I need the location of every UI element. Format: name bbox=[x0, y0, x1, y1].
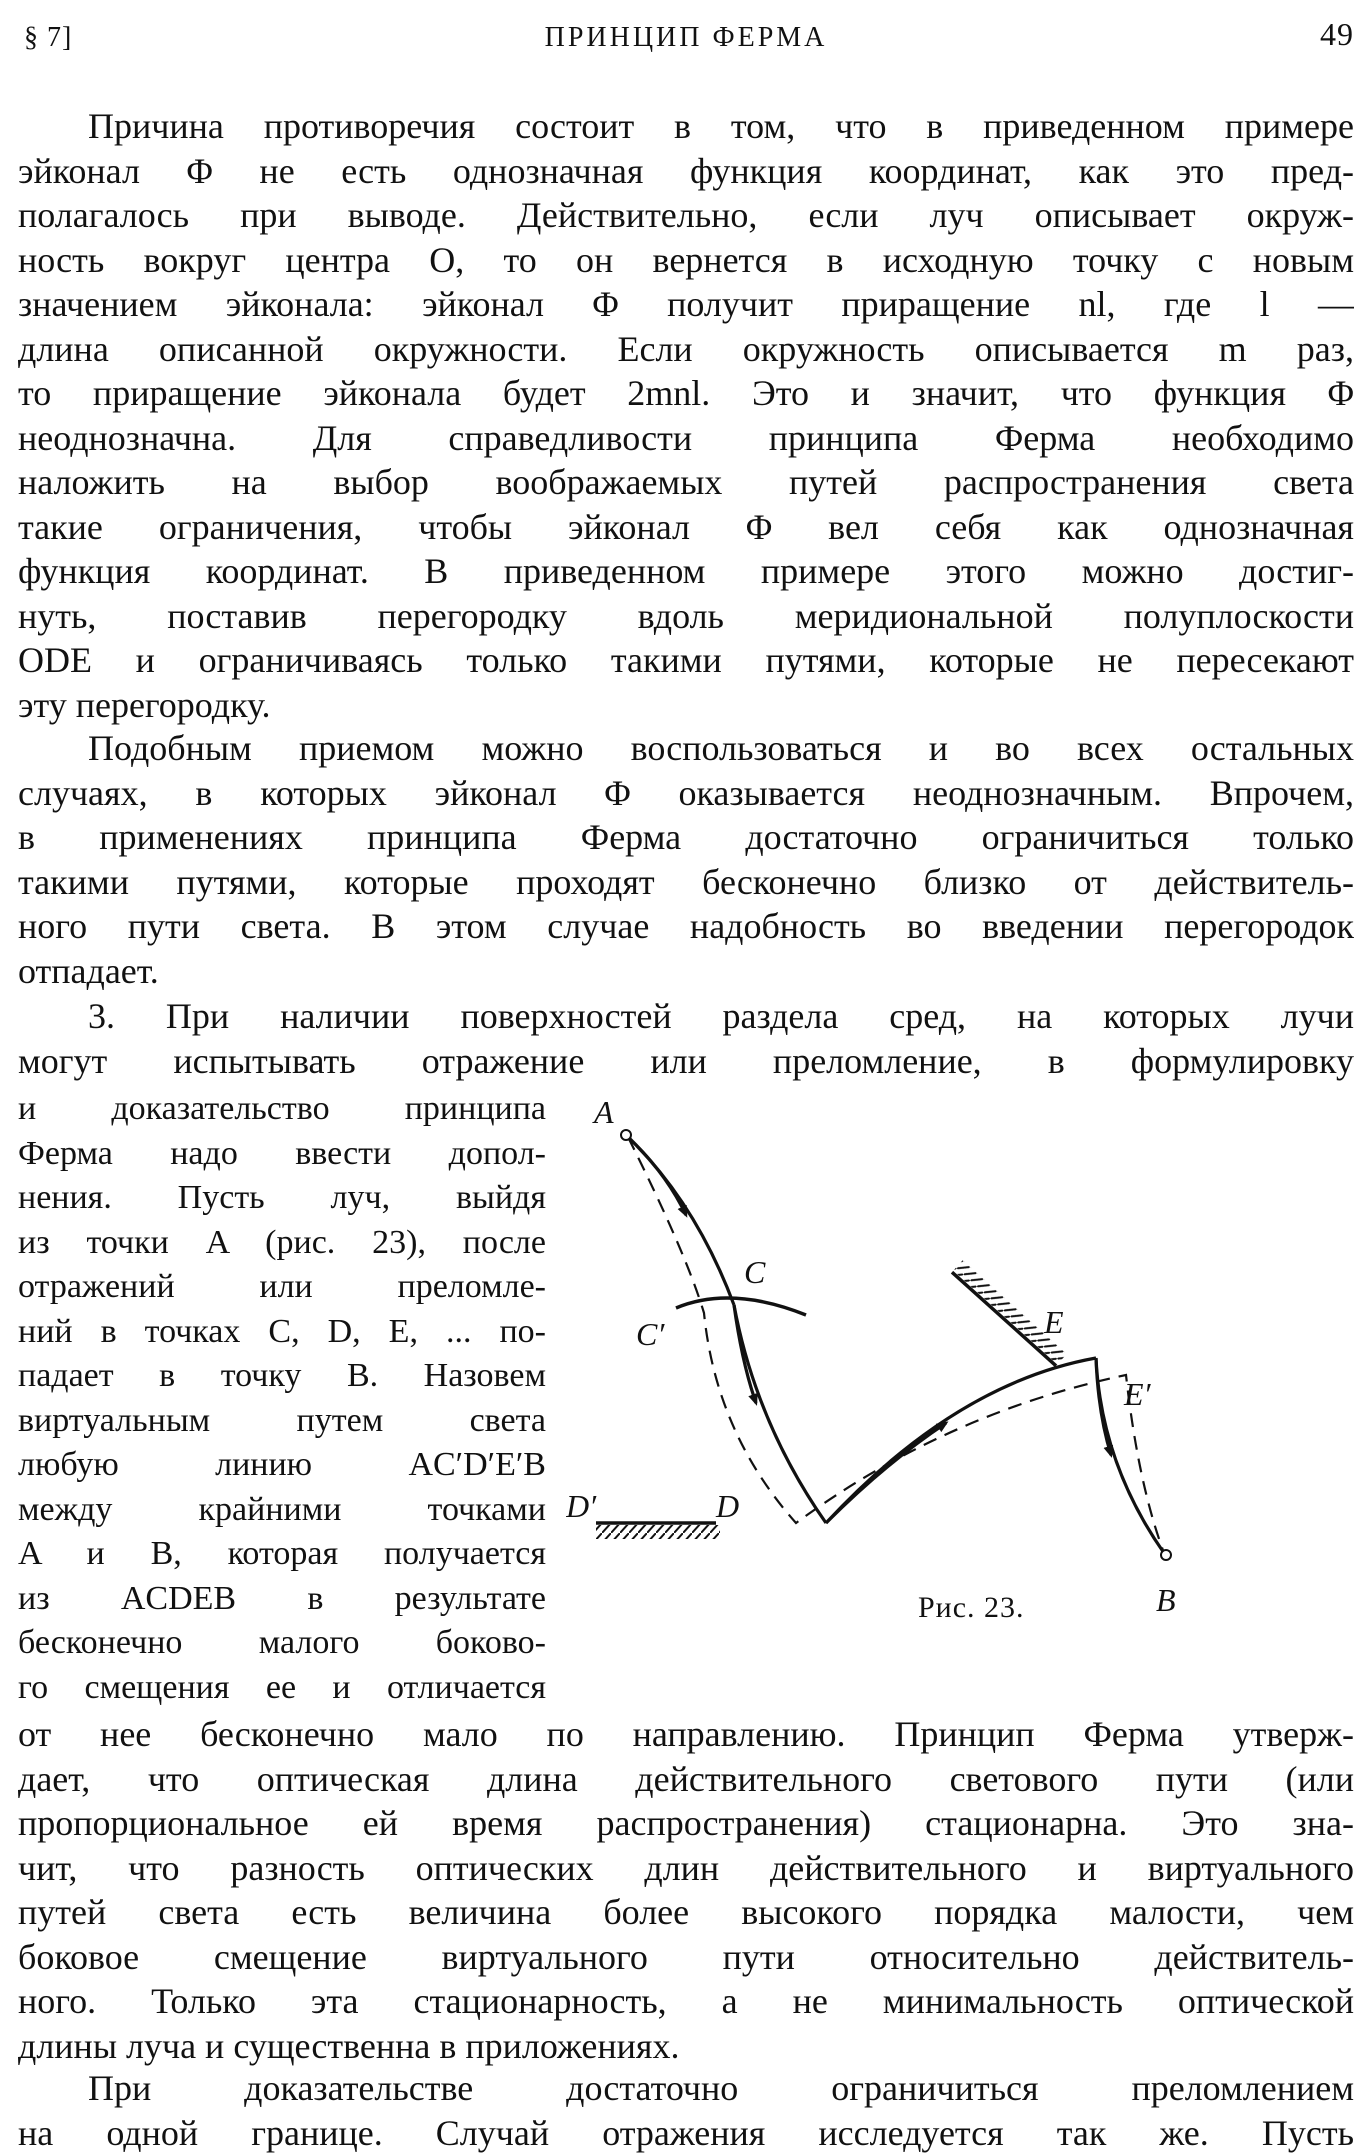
figure-23 bbox=[566, 1083, 1354, 1643]
text-line: функция координат. В приведенном примере этого можно достиг- bbox=[18, 549, 1354, 594]
text-line: длина описанной окружности. Если окружность описывается m раз, bbox=[18, 327, 1354, 372]
text-line: случаях, в которых эйконал Φ оказывается неоднозначным. Впрочем, bbox=[18, 771, 1354, 816]
text-line: A и B, которая получается bbox=[18, 1532, 546, 1577]
label-a: A bbox=[592, 1094, 614, 1130]
text-line: падает в точку B. Назовем bbox=[18, 1354, 546, 1399]
text-line: нения. Пусть луч, выйдя bbox=[18, 1176, 546, 1221]
mirror-d bbox=[596, 1523, 720, 1539]
wrapped-text-column bbox=[18, 1087, 546, 1710]
text-line: то приращение эйконала будет 2mnl. Это и значит, что функция Φ bbox=[18, 371, 1354, 416]
text-line: длины луча и существенна в приложениях. bbox=[18, 2024, 1354, 2069]
actual-ray-arrow-3 bbox=[826, 1423, 946, 1523]
text-line: и доказательство принципа bbox=[18, 1087, 546, 1132]
text-line: Причина противоречия состоит в том, что в приведенном примере bbox=[18, 104, 1354, 149]
point-a bbox=[621, 1130, 631, 1140]
text-line: ного пути света. В этом случае надобность во введении перегородок bbox=[18, 904, 1354, 949]
text-line: из точки A (рис. 23), после bbox=[18, 1221, 546, 1266]
label-d: D bbox=[715, 1488, 739, 1524]
text-line: такими путями, которые проходят бесконечно близко от действитель- bbox=[18, 860, 1354, 905]
label-c: C bbox=[744, 1254, 766, 1290]
section-number: § 7] bbox=[24, 22, 72, 54]
ray-diagram bbox=[566, 1083, 1354, 1643]
text-line: нуть, поставив перегородку вдоль меридиональной полуплоскости bbox=[18, 594, 1354, 639]
text-line: наложить на выбор воображаемых путей распространения света bbox=[18, 460, 1354, 505]
running-title: ПРИНЦИП ФЕРМА bbox=[18, 22, 1354, 54]
label-b: B bbox=[1156, 1582, 1176, 1618]
actual-ray-a-c bbox=[628, 1137, 734, 1305]
text-line: боковое смещение виртуального пути относительно действитель- bbox=[18, 1935, 1354, 1980]
text-line: из ACDEB в результате bbox=[18, 1577, 546, 1622]
label-e: E bbox=[1043, 1304, 1064, 1340]
text-line: от нее бесконечно мало по направлению. Принцип Ферма утверж- bbox=[18, 1712, 1354, 1757]
actual-ray-d-e bbox=[826, 1358, 1096, 1523]
text-line: отражений или преломле- bbox=[18, 1265, 546, 1310]
point-b bbox=[1161, 1550, 1171, 1560]
paragraph-1 bbox=[18, 104, 1354, 727]
text-line: ODE и ограничиваясь только такими путями, которые не пересекают bbox=[18, 638, 1354, 683]
text-line: бесконечно малого боково- bbox=[18, 1621, 546, 1666]
refracting-surface-c bbox=[676, 1298, 806, 1315]
text-line: эту перегородку. bbox=[18, 683, 1354, 728]
label-d-prime: D′ bbox=[566, 1488, 597, 1524]
text-line: в применениях принципа Ферма достаточно ограничиться только bbox=[18, 815, 1354, 860]
text-line: чит, что разность оптических длин действительного и виртуального bbox=[18, 1846, 1354, 1891]
text-line: пропорциональное ей время распространения) стационарна. Это зна- bbox=[18, 1801, 1354, 1846]
text-line: ний в точках C, D, E, ... по- bbox=[18, 1310, 546, 1355]
text-line: полагалось при выводе. Действительно, если луч описывает окруж- bbox=[18, 193, 1354, 238]
virtual-ray bbox=[628, 1137, 1164, 1553]
text-line: ного. Только эта стационарность, а не минимальность оптической bbox=[18, 1979, 1354, 2024]
book-page bbox=[18, 0, 1354, 2154]
text-line: ность вокруг центра O, то он вернется в исходную точку с новым bbox=[18, 238, 1354, 283]
figure-caption: Рис. 23. bbox=[918, 1591, 1025, 1625]
text-line: 3. При наличии поверхностей раздела сред, на которых лучи bbox=[18, 994, 1354, 1039]
paragraph-3-top bbox=[18, 994, 1354, 1083]
actual-ray-c-d bbox=[734, 1305, 826, 1523]
running-header bbox=[18, 18, 1354, 58]
text-line: Подобным приемом можно воспользоваться и во всех остальных bbox=[18, 726, 1354, 771]
text-line: путей света есть величина более высокого порядка малости, чем bbox=[18, 1890, 1354, 1935]
actual-ray-arrow-1 bbox=[628, 1137, 686, 1215]
paragraph-4 bbox=[18, 2066, 1354, 2155]
label-e-prime: E′ bbox=[1123, 1376, 1152, 1412]
text-line: могут испытывать отражение или преломление, в формулировку bbox=[18, 1039, 1354, 1084]
text-line: виртуальным путем света bbox=[18, 1399, 546, 1444]
text-line: на одной границе. Случай отражения исследуется так же. Пусть bbox=[18, 2111, 1354, 2155]
page-number: 49 bbox=[1320, 16, 1354, 53]
paragraph-3-bottom bbox=[18, 1712, 1354, 2068]
text-line: любую линию AC′D′E′B bbox=[18, 1443, 546, 1488]
text-line: эйконал Φ не есть однозначная функция координат, как это пред- bbox=[18, 149, 1354, 194]
paragraph-2 bbox=[18, 726, 1354, 993]
text-line: При доказательстве достаточно ограничиться преломлением bbox=[18, 2066, 1354, 2111]
text-line: го смещения ее и отличается bbox=[18, 1666, 546, 1711]
text-line: значением эйконала: эйконал Φ получит приращение nl, где l — bbox=[18, 282, 1354, 327]
text-line: Ферма надо ввести допол- bbox=[18, 1132, 546, 1177]
text-line: отпадает. bbox=[18, 949, 1354, 994]
text-line: между крайними точками bbox=[18, 1488, 546, 1533]
text-line: дает, что оптическая длина действительного светового пути (или bbox=[18, 1757, 1354, 1802]
text-line: неоднозначна. Для справедливости принципа Ферма необходимо bbox=[18, 416, 1354, 461]
figure-wrap-region bbox=[18, 1087, 1354, 1687]
label-c-prime: C′ bbox=[636, 1316, 665, 1352]
text-line: такие ограничения, чтобы эйконал Φ вел себя как однозначная bbox=[18, 505, 1354, 550]
